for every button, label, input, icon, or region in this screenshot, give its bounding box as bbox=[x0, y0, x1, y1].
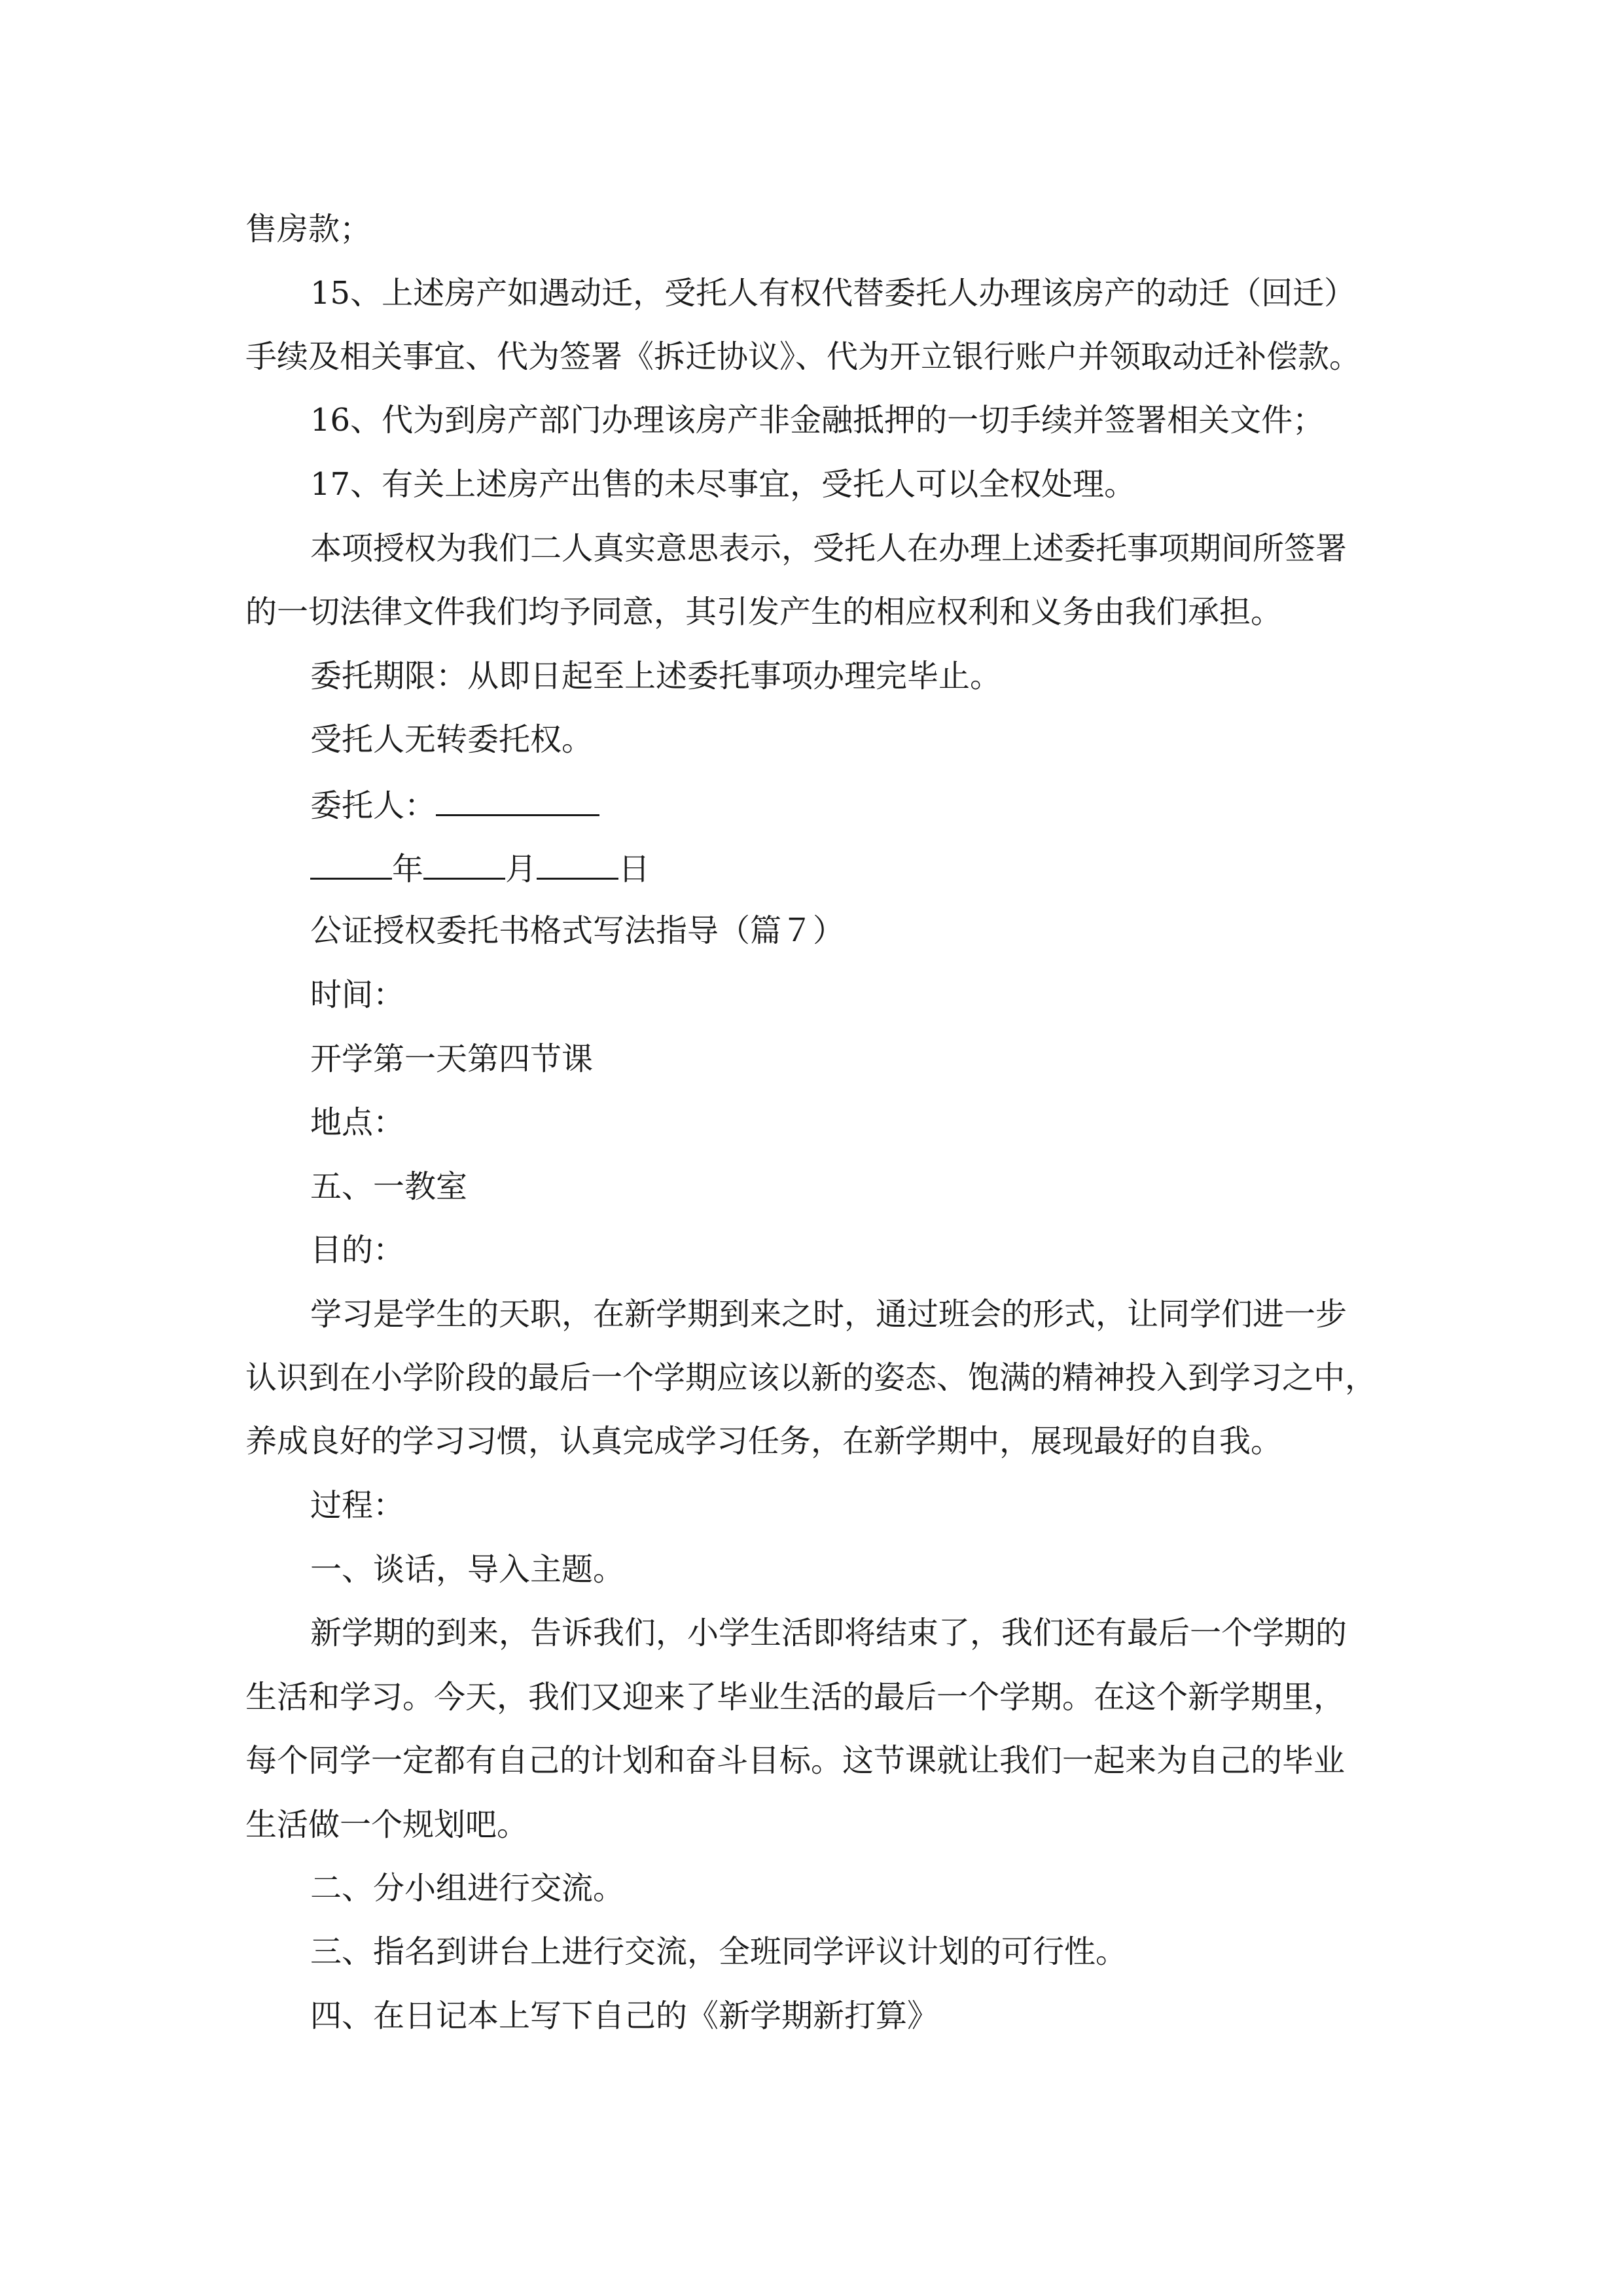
place-value: 五、一教室 bbox=[310, 1168, 468, 1205]
day-blank bbox=[537, 848, 618, 880]
step-text-line: 生活和学习。今天，我们又迎来了毕业生活的最后一个学期。在这个新学期里， bbox=[245, 1679, 1346, 1715]
time-label: 时间： bbox=[310, 977, 405, 1013]
step-heading: 三、指名到讲台上进行交流，全班同学评议计划的可行性。 bbox=[310, 1933, 1128, 1970]
text-line: 16、代为到房产部门办理该房产非金融抵押的一切手续并签署相关文件； bbox=[310, 402, 1325, 439]
text-line: 的一切法律文件我们均予同意，其引发产生的相应权利和义务由我们承担。 bbox=[245, 594, 1283, 630]
step-text-line: 生活做一个规划吧。 bbox=[245, 1806, 529, 1843]
signature-label: 委托人： bbox=[310, 787, 437, 824]
purpose-line: 认识到在小学阶段的最后一个学期应该以新的姿态、饱满的精神投入到学习之中， bbox=[245, 1359, 1377, 1396]
text-line: 委托期限：从即日起至上述委托事项办理完毕止。 bbox=[310, 658, 1002, 694]
purpose-line: 养成良好的学习习惯，认真完成学习任务，在新学期中，展现最好的自我。 bbox=[245, 1423, 1283, 1460]
time-value: 开学第一天第四节课 bbox=[310, 1041, 594, 1077]
process-label: 过程： bbox=[310, 1487, 405, 1524]
place-label: 地点： bbox=[310, 1104, 405, 1141]
text-line: 受托人无转委托权。 bbox=[310, 721, 594, 758]
month-blank bbox=[423, 848, 505, 880]
step-text-line: 每个同学一定都有自己的计划和奋斗目标。这节课就让我们一起来为自己的毕业 bbox=[245, 1742, 1346, 1779]
step-text-line: 新学期的到来，告诉我们，小学生活即将结束了，我们还有最后一个学期的 bbox=[310, 1615, 1347, 1651]
year-label: 年 bbox=[392, 851, 424, 888]
text-line: 手续及相关事宜、代为签署《拆迁协议》、代为开立银行账户并领取动迁补偿款。 bbox=[245, 338, 1361, 375]
step-heading: 四、在日记本上写下自己的《新学期新打算》 bbox=[310, 1998, 939, 2034]
signature-line bbox=[310, 784, 1397, 825]
text-line: 售房款； bbox=[245, 211, 372, 247]
text-line: 15、上述房产如遇动迁，受托人有权代替委托人办理该房产的动迁（回迁） bbox=[310, 275, 1356, 312]
text-line: 本项授权为我们二人真实意思表示，受托人在办理上述委托事项期间所签署 bbox=[310, 530, 1347, 567]
step-heading: 一、谈话，导入主题。 bbox=[310, 1551, 625, 1588]
year-blank bbox=[310, 848, 392, 880]
date-line bbox=[310, 848, 1397, 889]
purpose-line: 学习是学生的天职，在新学期到来之时，通过班会的形式，让同学们进一步 bbox=[310, 1296, 1347, 1333]
purpose-label: 目的： bbox=[310, 1232, 405, 1268]
month-label: 月 bbox=[505, 851, 537, 888]
signature-blank bbox=[436, 784, 599, 816]
text-line: 17、有关上述房产出售的未尽事宜，受托人可以全权处理。 bbox=[310, 466, 1136, 503]
section-title: 公证授权委托书格式写法指导（篇７） bbox=[310, 912, 845, 949]
day-label: 日 bbox=[618, 851, 651, 888]
step-heading: 二、分小组进行交流。 bbox=[310, 1870, 625, 1907]
